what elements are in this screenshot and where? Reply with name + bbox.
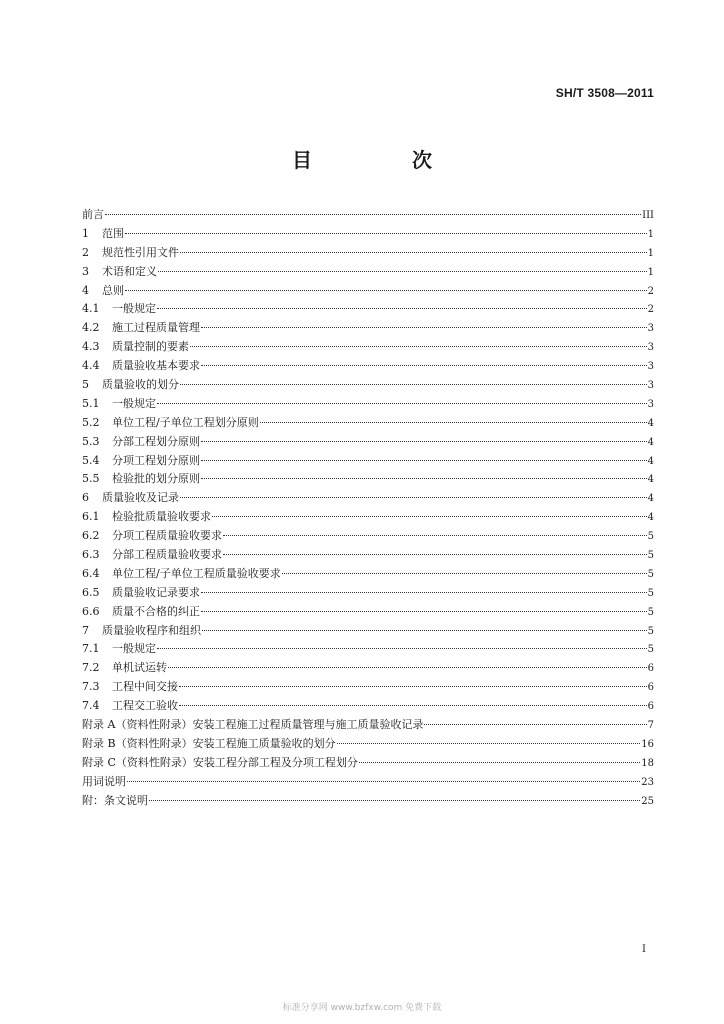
toc-entry-page: 4 [647,512,654,524]
toc-leader-dots [125,281,647,291]
toc-entry-number: 4 [82,283,89,297]
toc-entry[interactable] [82,527,654,546]
toc-entry-label: 工程交工验收 [112,699,178,713]
toc-entry[interactable] [82,754,654,773]
toc-entry-label: 用词说明 [82,774,126,788]
toc-leader-dots [127,772,640,782]
toc-entry[interactable] [82,357,654,376]
toc-entry[interactable] [82,263,654,282]
toc-leader-dots [337,734,641,744]
toc-entry-label: 附：条文说明 [82,793,148,807]
toc-entry-page: 6 [647,663,654,675]
toc-entry-page: 3 [647,342,654,354]
toc-entry-page: 1 [647,228,654,240]
toc-entry-number: 5.4 [82,453,100,467]
toc-entry-page: 3 [647,380,654,392]
toc-entry-page: 1 [647,266,654,278]
table-of-contents [82,206,654,811]
toc-entry[interactable] [82,470,654,489]
toc-entry-number: 6.3 [82,548,100,562]
toc-entry-number: 3 [82,264,89,278]
toc-entry-label: 单位工程/子单位工程划分原则 [112,415,259,429]
toc-entry-page: 5 [647,531,654,543]
page-number: I [642,944,646,955]
toc-entry-label: 检验批的划分原则 [112,472,200,486]
toc-entry-label: 一般规定 [112,396,156,410]
toc-entry[interactable] [82,452,654,471]
toc-entry[interactable] [82,697,654,716]
toc-entry-page: 3 [647,361,654,373]
toc-entry[interactable] [82,338,654,357]
toc-leader-dots [180,488,647,498]
toc-entry-number: 6.2 [82,529,100,543]
toc-leader-dots [157,299,647,309]
toc-entry-number: 4.4 [82,359,100,373]
toc-entry-number: 7.3 [82,680,100,694]
toc-leader-dots [223,526,647,536]
toc-entry[interactable] [82,716,654,735]
toc-entry-number: 4.1 [82,302,100,316]
toc-entry[interactable] [82,376,654,395]
toc-leader-dots [201,451,647,461]
toc-leader-dots [282,564,647,574]
toc-entry-label: 工程中间交接 [112,680,178,694]
toc-entry-page: 4 [647,417,654,429]
toc-entry-label: 术语和定义 [102,264,157,278]
toc-leader-dots [359,753,640,763]
toc-entry-label: 质量控制的要素 [112,340,189,354]
toc-leader-dots [105,205,641,215]
toc-leader-dots [125,224,647,234]
toc-entry-label: 附录 B（资料性附录）安装工程施工质量验收的划分 [82,736,336,750]
toc-leader-dots [424,715,646,725]
toc-entry[interactable] [82,395,654,414]
standard-code: SH/T 3508—2011 [555,86,654,100]
toc-entry-page: 5 [647,550,654,562]
toc-leader-dots [201,583,647,593]
toc-entry[interactable] [82,206,654,225]
toc-leader-dots [157,639,647,649]
toc-entry-page: 7 [647,720,654,732]
toc-entry-label: 分部工程划分原则 [112,434,200,448]
page-title: 目 次 [292,148,472,172]
toc-entry-label: 附录 C（资料性附录）安装工程分部工程及分项工程划分 [82,755,358,769]
toc-entry[interactable] [82,244,654,263]
toc-leader-dots [212,507,647,517]
toc-entry-page: 5 [647,568,654,580]
toc-entry-number: 5.3 [82,434,100,448]
toc-entry[interactable] [82,282,654,301]
toc-entry-number: 5.5 [82,472,100,486]
toc-entry-label: 规范性引用文件 [102,245,179,259]
toc-leader-dots [168,658,647,668]
toc-leader-dots [149,791,640,801]
toc-entry[interactable] [82,640,654,659]
toc-entry[interactable] [82,300,654,319]
toc-leader-dots [158,262,647,272]
toc-entry[interactable] [82,414,654,433]
toc-entry-page: 1 [647,247,654,259]
toc-entry[interactable] [82,508,654,527]
toc-entry-number: 4.2 [82,321,100,335]
toc-entry-label: 总则 [102,283,124,297]
toc-entry-label: 一般规定 [112,302,156,316]
toc-leader-dots [180,243,647,253]
toc-entry[interactable] [82,546,654,565]
toc-entry[interactable] [82,603,654,622]
toc-entry[interactable] [82,735,654,754]
toc-entry-label: 质量验收及记录 [102,491,179,505]
toc-entry[interactable] [82,319,654,338]
toc-leader-dots [157,394,647,404]
toc-entry-label: 单机试运转 [112,661,167,675]
toc-leader-dots [179,677,647,687]
toc-entry-page: 3 [647,323,654,335]
toc-entry-number: 6.1 [82,510,100,524]
toc-entry[interactable] [82,622,654,641]
toc-entry-page: 6 [647,701,654,713]
toc-entry-number: 1 [82,226,89,240]
toc-entry-page: 2 [647,304,654,316]
toc-entry-page: III [642,210,654,221]
toc-entry[interactable] [82,489,654,508]
toc-entry-label: 分项工程划分原则 [112,453,200,467]
toc-entry-label: 质量验收基本要求 [112,359,200,373]
toc-entry-page: 5 [647,587,654,599]
toc-entry-label: 附录 A（资料性附录）安装工程施工过程质量管理与施工质量验收记录 [82,718,424,732]
toc-leader-dots [201,432,647,442]
toc-entry-number: 5 [82,378,89,392]
toc-leader-dots [223,545,647,555]
toc-entry-label: 单位工程/子单位工程质量验收要求 [112,566,281,580]
toc-entry-number: 5.2 [82,415,100,429]
toc-leader-dots [180,375,647,385]
toc-entry-label: 检验批质量验收要求 [112,510,211,524]
toc-entry-label: 质量验收记录要求 [112,585,200,599]
toc-entry-page: 18 [641,757,654,769]
toc-entry-page: 4 [647,455,654,467]
toc-leader-dots [190,337,647,347]
toc-entry-label: 分部工程质量验收要求 [112,548,222,562]
toc-entry-number: 5.1 [82,396,100,410]
toc-entry[interactable] [82,773,654,792]
toc-entry-page: 2 [647,285,654,297]
toc-entry-page: 5 [647,644,654,656]
toc-entry-number: 6.5 [82,585,100,599]
toc-entry-label: 范围 [102,226,124,240]
toc-entry-label: 施工过程质量管理 [112,321,200,335]
toc-entry-number: 2 [82,245,89,259]
toc-entry-number: 7.2 [82,661,100,675]
toc-entry-label: 质量验收程序和组织 [102,623,201,637]
toc-entry-page: 4 [647,436,654,448]
toc-entry-label: 质量验收的划分 [102,378,179,392]
toc-entry[interactable] [82,225,654,244]
toc-leader-dots [201,318,647,328]
watermark-text: 标准分享网 www.bzfxw.com 免费下载 [282,1003,442,1013]
toc-leader-dots [201,356,647,366]
toc-entry-page: 5 [647,625,654,637]
toc-entry-number: 6.6 [82,604,100,618]
toc-leader-dots [179,696,647,706]
toc-entry-number: 7.1 [82,642,100,656]
toc-entry-page: 5 [647,606,654,618]
toc-entry-label: 前言 [82,208,104,221]
toc-entry-number: 6.4 [82,566,100,580]
toc-entry[interactable] [82,659,654,678]
toc-entry[interactable] [82,792,654,811]
toc-entry-page: 25 [641,795,654,807]
toc-entry-page: 6 [647,682,654,694]
toc-entry-label: 一般规定 [112,642,156,656]
toc-entry-page: 16 [641,738,654,750]
toc-entry-page: 4 [647,474,654,486]
toc-entry[interactable] [82,565,654,584]
toc-entry-number: 7 [82,623,89,637]
toc-entry-page: 3 [647,398,654,410]
toc-leader-dots [260,413,647,423]
toc-entry-page: 23 [641,776,654,788]
toc-entry-number: 4.3 [82,340,100,354]
toc-entry[interactable] [82,584,654,603]
toc-leader-dots [201,469,647,479]
toc-entry-number: 6 [82,491,89,505]
toc-entry[interactable] [82,678,654,697]
toc-entry-page: 4 [647,493,654,505]
toc-entry[interactable] [82,433,654,452]
toc-entry-label: 质量不合格的纠正 [112,604,200,618]
toc-entry-number: 7.4 [82,699,100,713]
toc-leader-dots [202,621,647,631]
toc-leader-dots [201,602,647,612]
toc-entry-label: 分项工程质量验收要求 [112,529,222,543]
